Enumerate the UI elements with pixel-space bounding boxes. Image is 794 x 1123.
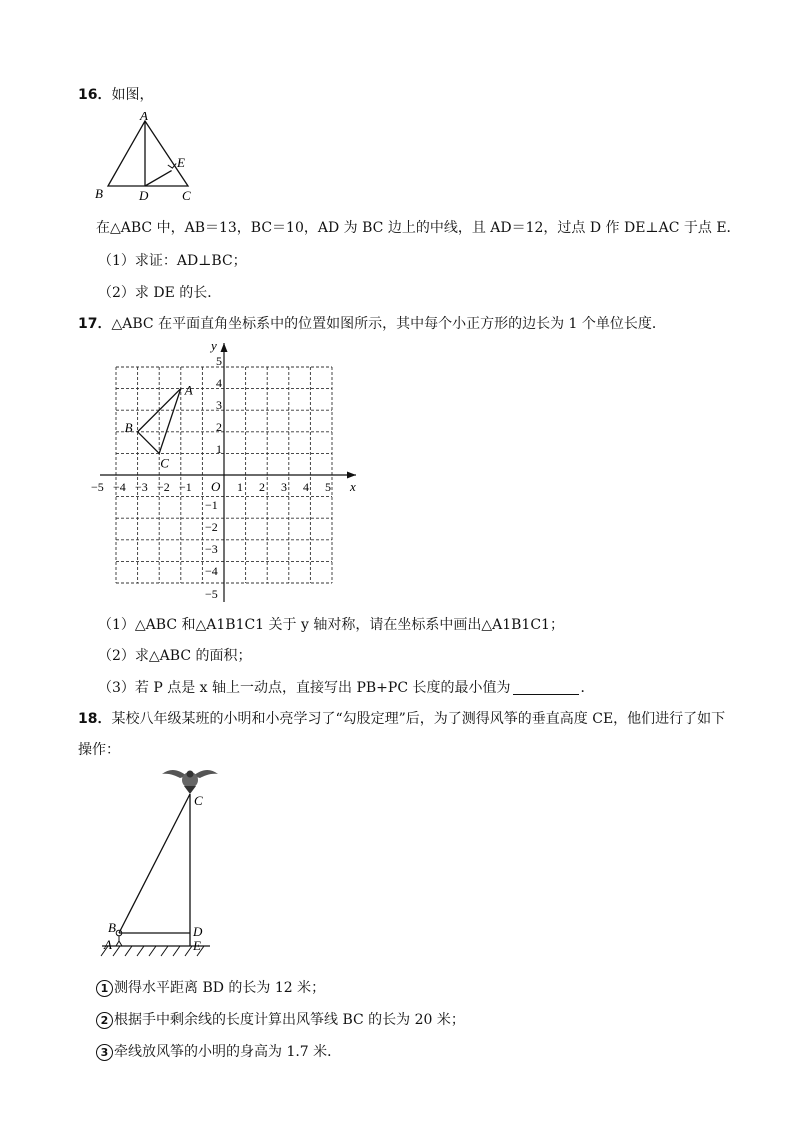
q18-step-2 bbox=[96, 1009, 465, 1029]
q17-x-tick-2: 2 bbox=[259, 480, 265, 494]
q18-line2: 操作： bbox=[78, 742, 120, 758]
q18-step-3-text: 牵线放风筝的小明的身高为 1.7 米． bbox=[114, 1044, 342, 1060]
q16-statement: 在△ABC 中，AB＝13，BC＝10，AD 为 BC 边上的中线，且 AD＝12，过点 D 作 DE⊥AC 于点 E． bbox=[96, 220, 741, 236]
q18-step-3-marker: 3 bbox=[96, 1044, 113, 1061]
q17-part1: （1）△ABC 和△A1B1C1 关于 y 轴对称，请在坐标系中画出△A1B1C1； bbox=[98, 617, 564, 633]
q17-y-tick-2: 2 bbox=[216, 420, 222, 434]
q18-label-b: B bbox=[108, 920, 116, 935]
q17-y-tick-neg3: −3 bbox=[205, 542, 218, 556]
q17-number: 17． bbox=[78, 316, 112, 332]
q17-x-tick-neg1: −1 bbox=[179, 480, 192, 494]
q17-origin-label: O bbox=[211, 479, 221, 494]
q17-y-tick-3: 3 bbox=[216, 398, 222, 412]
q17-x-axis-label: x bbox=[350, 479, 356, 494]
q16-part2: （2）求 DE 的长． bbox=[98, 285, 222, 301]
q18-step-2-text: 根据手中剩余线的长度计算出风筝线 BC 的长为 20 米； bbox=[114, 1012, 465, 1028]
kite-icon bbox=[162, 770, 218, 794]
q17-y-tick-neg5: −5 bbox=[205, 587, 218, 601]
q17-x-axis-arrow bbox=[347, 472, 356, 479]
q18-ground-hatching bbox=[101, 946, 204, 956]
q18-step-3 bbox=[96, 1041, 341, 1061]
q16-triangle-abc bbox=[108, 121, 188, 186]
q18-line1: 某校八年级某班的小明和小亮学习了“勾股定理”后，为了测得风筝的垂直高度 CE，他们进行了如下 bbox=[111, 711, 726, 727]
q17-y-tick-5: 5 bbox=[216, 354, 222, 368]
q18-step-1 bbox=[96, 977, 325, 997]
q18-label-e: E bbox=[193, 938, 201, 953]
q18-step-2-marker: 2 bbox=[96, 1012, 113, 1029]
q17-x-tick-5: 5 bbox=[325, 480, 331, 494]
q17-y-axis-arrow bbox=[221, 343, 228, 352]
q17-y-tick-1: 1 bbox=[216, 442, 222, 456]
q16-label-d: D bbox=[139, 188, 149, 203]
q17-label-a: A bbox=[184, 382, 193, 398]
q18-label-c: C bbox=[194, 793, 203, 808]
q16-label-b: B bbox=[95, 186, 103, 201]
q16-label-e: E bbox=[177, 155, 185, 170]
q16-number: 16． bbox=[78, 87, 112, 103]
q17-statement: △ABC 在平面直角坐标系中的位置如图所示，其中每个小正方形的边长为 1 个单位长度． bbox=[111, 316, 666, 332]
q17-y-tick-neg2: −2 bbox=[205, 520, 218, 534]
q16-label-c: C bbox=[182, 188, 191, 203]
q16-triangle-figure bbox=[88, 112, 208, 208]
q16-label-a: A bbox=[140, 112, 148, 123]
q18-label-d: D bbox=[193, 924, 203, 939]
q18-number: 18． bbox=[78, 711, 112, 727]
q16-segment-de bbox=[145, 171, 172, 186]
q17-label-b: B bbox=[124, 419, 133, 435]
q17-y-tick-neg1: −1 bbox=[205, 498, 218, 512]
q17-part2: （2）求△ABC 的面积； bbox=[98, 648, 252, 664]
q17-x-tick-1: 1 bbox=[237, 480, 243, 494]
q17-y-axis-label: y bbox=[211, 338, 217, 353]
q17-coordinate-grid bbox=[88, 336, 364, 606]
q17-y-tick-4: 4 bbox=[216, 376, 222, 390]
q18-header bbox=[78, 708, 725, 728]
q17-label-c: C bbox=[160, 455, 169, 471]
q17-part3-end: ． bbox=[580, 680, 595, 696]
q18-step-1-marker: 1 bbox=[96, 980, 113, 997]
q17-header bbox=[78, 313, 666, 333]
q18-step-1-text: 测得水平距离 BD 的长为 12 米； bbox=[114, 980, 326, 996]
q16-header bbox=[78, 84, 153, 104]
q17-y-tick-neg4: −4 bbox=[205, 564, 218, 578]
q18-kite-figure bbox=[90, 764, 220, 970]
q17-x-tick-neg2: −2 bbox=[157, 480, 170, 494]
q16-part1: （1）求证：AD⊥BC； bbox=[98, 253, 247, 269]
q17-part3-text: （3）若 P 点是 x 轴上一动点，直接写出 PB+PC 长度的最小值为 bbox=[98, 680, 511, 696]
q18-label-a: A bbox=[104, 937, 112, 952]
q17-part3-line bbox=[98, 677, 595, 697]
q17-x-tick-neg4: −4 bbox=[113, 480, 126, 494]
q17-x-tick-4: 4 bbox=[303, 480, 309, 494]
q17-x-tick-neg5: −5 bbox=[91, 480, 104, 494]
q18-kite-string-bc bbox=[119, 794, 190, 933]
q17-answer-blank[interactable] bbox=[513, 680, 579, 695]
q16-intro: 如图， bbox=[111, 87, 154, 103]
q17-x-tick-neg3: −3 bbox=[135, 480, 148, 494]
q17-x-tick-3: 3 bbox=[281, 480, 287, 494]
